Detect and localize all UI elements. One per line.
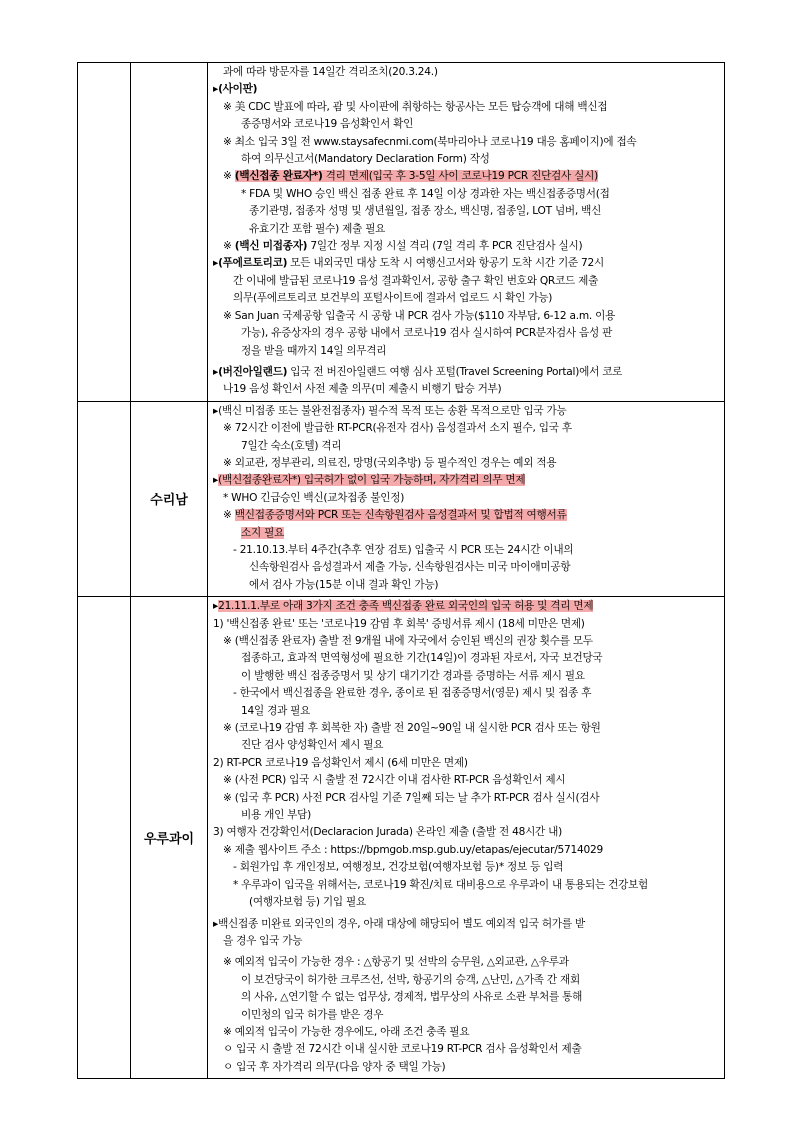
text-segment: ※ (백신접종 완료자) 출발 전 9개월 내에 자국에서 승인된 백신의 권장 횟수를 모두 [223,635,593,647]
text-segment: 진단 검사 양성확인서 제시 필요 [241,739,384,752]
bold-text: (백신 미접종자) [234,240,308,253]
text-segment: 나19 음성 확인서 사전 제출 의무(미 제출시 비행기 탑승 거부) [223,383,502,396]
highlighted-text: 21.11.1.부로 아래 3가지 조건 충족 백신접종 완료 외국인의 입국 허용 및 격리 면제 [218,600,594,613]
bold-text: (버진아일랜드) [218,365,288,378]
rule-line [213,954,720,971]
rule-line [213,255,720,272]
text-segment: ※ [223,509,235,522]
text-segment: ㅇ 입국 시 출발 전 72시간 이내 실시한 코로나19 RT-PCR 검사 음성확인서 제출 [223,1043,582,1056]
rule-line [213,507,720,524]
entry-rules-table [77,62,725,1079]
text-segment: - 회원가입 후 개인정보, 여행정보, 건강보험(여행자보험 등)* 정보 등 입력 [233,861,564,874]
text-segment: 정을 받을 때까지 14일 의무격리 [241,344,387,357]
rule-line [213,168,720,185]
rule-line [213,755,720,772]
rule-line [213,859,720,876]
rule-line [213,403,720,420]
text-segment: 2) RT-PCR 코로나19 음성확인서 제시 (6세 미만은 면제) [213,756,468,769]
rule-line [213,933,720,950]
rule-line [213,685,720,702]
text-segment: ※ 최소 입국 3일 전 www.staysafecnmi.com(북마리아나 코로나19 대응 홈페이지)에 접속 [223,135,637,148]
rule-line [213,577,720,594]
rule-line [213,221,720,238]
text-segment: 3) 여행자 건강확인서(Declaracion Jurada) 온라인 제출 (출발 전 48시간 내) [213,826,563,839]
rule-line [213,273,720,290]
rule-line [213,598,720,615]
region-cell [78,597,131,1079]
text-segment: 입국 전 버진아일랜드 여행 심사 포털(Travel Screening Portal)에서 코로 [287,365,623,378]
text-segment: 이 발행한 백신 접종증명서 및 상기 대기기간 경과를 증명하는 서류 제시 필요 [241,669,585,682]
rule-line [213,151,720,168]
text-segment: ▸ [213,257,219,270]
table-row [78,401,725,596]
rules-cell [208,401,725,596]
text-segment: 종증명서와 코로나19 음성확인서 확인 [241,118,414,131]
text-segment: ※ 예외적 입국이 가능한 경우에도, 아래 조건 충족 필요 [223,1025,470,1038]
highlighted-text: 소지 필요 [241,526,285,539]
text-segment: 7일간 숙소(호텔) 격리 [241,439,342,452]
rule-line [213,381,720,398]
rule-line [213,343,720,360]
text-segment: ※ 美 CDC 발표에 따라, 괌 및 사이판에 취항하는 항공사는 모든 탑승객에 대해 백신접 [223,100,608,113]
text-segment: 을 경우 입국 가능 [223,934,303,947]
rule-line [213,842,720,859]
rule-line [213,1007,720,1024]
text-segment: ▸ [213,365,219,378]
text-segment: ▸ [213,600,219,613]
text-segment: 의 사유, △연기할 수 없는 업무상, 경제적, 법무상의 사유로 소관 부처를 통해 [241,991,583,1004]
rule-line [213,490,720,507]
text-segment: ▸(백신 미접종 또는 불완전접종자) 필수적 목적 또는 송환 목적으로만 입국 가능 [213,404,567,417]
text-segment: 에서 검사 가능(15분 이내 결과 확인 가능) [249,578,439,591]
text-segment: 이민청의 입국 허가를 받은 경우 [241,1008,384,1021]
text-segment: (여행자보험 등) 기입 필요 [249,896,366,909]
highlighted-text: (백신접종완료자*) 입국허가 없이 입국 가능하며, 자가격리 의무 면제 [218,474,526,487]
rule-line [213,989,720,1006]
rule-line [213,877,720,894]
text-segment: * 우루과이 입국을 위해서는, 코로나19 확진/치료 대비용으로 우루과이 내 통용되는 건강보험 [233,878,649,891]
text-segment: ※ 제출 웹사이트 주소 : https://bpmgob.msp.gub.uy/etapas/ejecutar/5714029 [223,843,603,856]
rule-line [213,616,720,633]
table-row [78,63,725,402]
text-segment: ※ 외교관, 정부관리, 의료진, 망명(국외추방) 등 필수적인 경우는 예외 적용 [223,456,557,469]
rule-line [213,438,720,455]
rule-line [213,1041,720,1058]
rule-line [213,916,720,933]
text-segment: 접종하고, 효과적 면역형성에 필요한 기간(14일)이 경과된 자로서, 자국 보건당국 [241,652,603,665]
country-cell [131,597,208,1079]
text-segment: 14일 경과 필요 [241,704,311,717]
rule-line [213,203,720,220]
rule-line [213,650,720,667]
rule-line [213,894,720,911]
text-segment: ※ (코로나19 감염 후 회복한 자) 출발 전 20일~90일 내 실시한 PCR 검사 또는 항원 [223,722,601,735]
text-segment: ▸백신접종 미완료 외국인의 경우, 아래 대상에 해당되어 별도 예외적 입국 허가를 받 [213,917,585,930]
highlighted-text: (백신접종 완료자*) [234,170,323,183]
country-name: 우루과이 [143,832,195,848]
text-segment: 비용 개인 부담) [241,809,312,822]
text-segment: 이 보건당국이 허가한 크루즈선, 선박, 항공기의 승객, △난민, △가족 간 재회 [241,973,580,986]
text-segment: ▸ [213,474,219,487]
rule-line [213,807,720,824]
text-segment: ※ [223,240,235,253]
highlighted-text: 격리 면제(입국 후 3-5일 사이 코로나19 PCR 진단검사 실시) [322,170,598,183]
country-cell [131,63,208,402]
text-segment: 1) '백신접종 완료' 또는 '코로나19 감염 후 회복' 증빙서류 제시 (18세 미만은 면제) [213,617,585,630]
rule-line [213,64,720,81]
rule-line [213,1059,720,1076]
rules-cell [208,63,725,402]
rule-line [213,420,720,437]
text-segment: * FDA 및 WHO 승인 백신 접종 완료 후 14일 이상 경과한 자는 백신접종증명서(접 [241,187,610,200]
highlighted-text: 백신접종증명서와 PCR 또는 신속항원검사 음성결과서 및 합법적 여행서류 [234,509,567,522]
text-segment: 가능), 유증상자의 경우 공항 내에서 코로나19 검사 실시하여 PCR분자검사 음성 판 [241,327,613,340]
rule-line [213,186,720,203]
region-cell [78,401,131,596]
rule-line [213,737,720,754]
text-segment: 모든 내외국민 대상 도착 시 여행신고서와 항공기 도착 시간 기준 72시 [287,257,604,270]
text-segment: - 21.10.13.부터 4주간(추후 연장 검토) 입출국 시 PCR 또는 24시간 이내의 [233,543,574,556]
text-segment: ※ (입국 후 PCR) 사전 PCR 검사일 기준 7일째 되는 날 추가 RT-PCR 검사 실시(검사 [223,791,600,804]
table-row [78,597,725,1079]
country-cell [131,401,208,596]
rule-line [213,559,720,576]
text-segment: 종기관명, 접종자 성명 및 생년월일, 접종 장소, 백신명, 접종일, LOT 넘버, 백신 [249,205,602,218]
bold-text: (사이판) [218,83,258,96]
rule-line [213,455,720,472]
table-body [78,63,725,1079]
text-segment: 하여 의무신고서(Mandatory Declaration Form) 작성 [241,153,490,166]
rule-line [213,972,720,989]
rule-line [213,633,720,650]
rule-line [213,668,720,685]
rule-line [213,542,720,559]
text-segment: ※ 72시간 이전에 발급한 RT-PCR(유전자 검사) 음성결과서 소지 필수, 입국 후 [223,422,572,435]
text-segment: 과에 따라 방문자를 14일간 격리조치(20.3.24.) [223,66,438,78]
rule-line [213,290,720,307]
rule-line [213,703,720,720]
rule-line [213,325,720,342]
text-segment: 7일간 정부 지정 시설 격리 (7일 격리 후 PCR 진단검사 실시) [307,240,583,253]
text-segment: 의무(푸에르토리코 보건부의 포털사이트에 결과서 업로드 시 확인 가능) [233,292,553,305]
rule-line [213,824,720,841]
text-segment: * WHO 긴급승인 백신(교차접종 불인정) [223,491,405,504]
text-segment: ▸ [213,83,219,96]
text-segment: ※ (사전 PCR) 입국 시 출발 전 72시간 이내 검사한 RT-PCR 음성확인서 제시 [223,774,566,787]
text-segment: - 한국에서 백신접종을 완료한 경우, 종이로 된 접종증명서(영문) 제시 및 접종 후 [233,687,592,700]
rule-line [213,364,720,381]
rule-line [213,238,720,255]
text-segment: 신속항원검사 음성결과서 제출 가능, 신속항원검사는 미국 마이애미공항 [249,561,571,574]
rules-cell [208,597,725,1079]
country-name: 수리남 [150,493,188,509]
region-cell [78,63,131,402]
bold-text: (푸에르토리코) [218,257,288,270]
rule-line [213,790,720,807]
rule-line [213,99,720,116]
text-segment: 간 이내에 발급된 코로나19 음성 결과확인서, 공항 출구 확인 번호와 QR코드 제출 [233,274,599,287]
rule-line [213,472,720,489]
rule-line [213,1024,720,1041]
rule-line [213,720,720,737]
rule-line [213,525,720,542]
rule-line [213,772,720,789]
rule-line [213,134,720,151]
rule-line [213,116,720,133]
text-segment: ※ [223,170,235,183]
rule-line [213,81,720,98]
text-segment: ※ 예외적 입국이 가능한 경우 : △항공기 및 선박의 승무원, △외교관, △우루과 [223,956,569,969]
text-segment: ㅇ 입국 후 자가격리 의무(다음 양자 중 택일 가능) [223,1060,446,1073]
rule-line [213,308,720,325]
text-segment: ※ San Juan 국제공항 입출국 시 공항 내 PCR 검사 가능($110 자부담, 6-12 a.m. 이용 [223,309,616,322]
text-segment: 유효기간 포함 필수) 제출 필요 [249,222,386,235]
